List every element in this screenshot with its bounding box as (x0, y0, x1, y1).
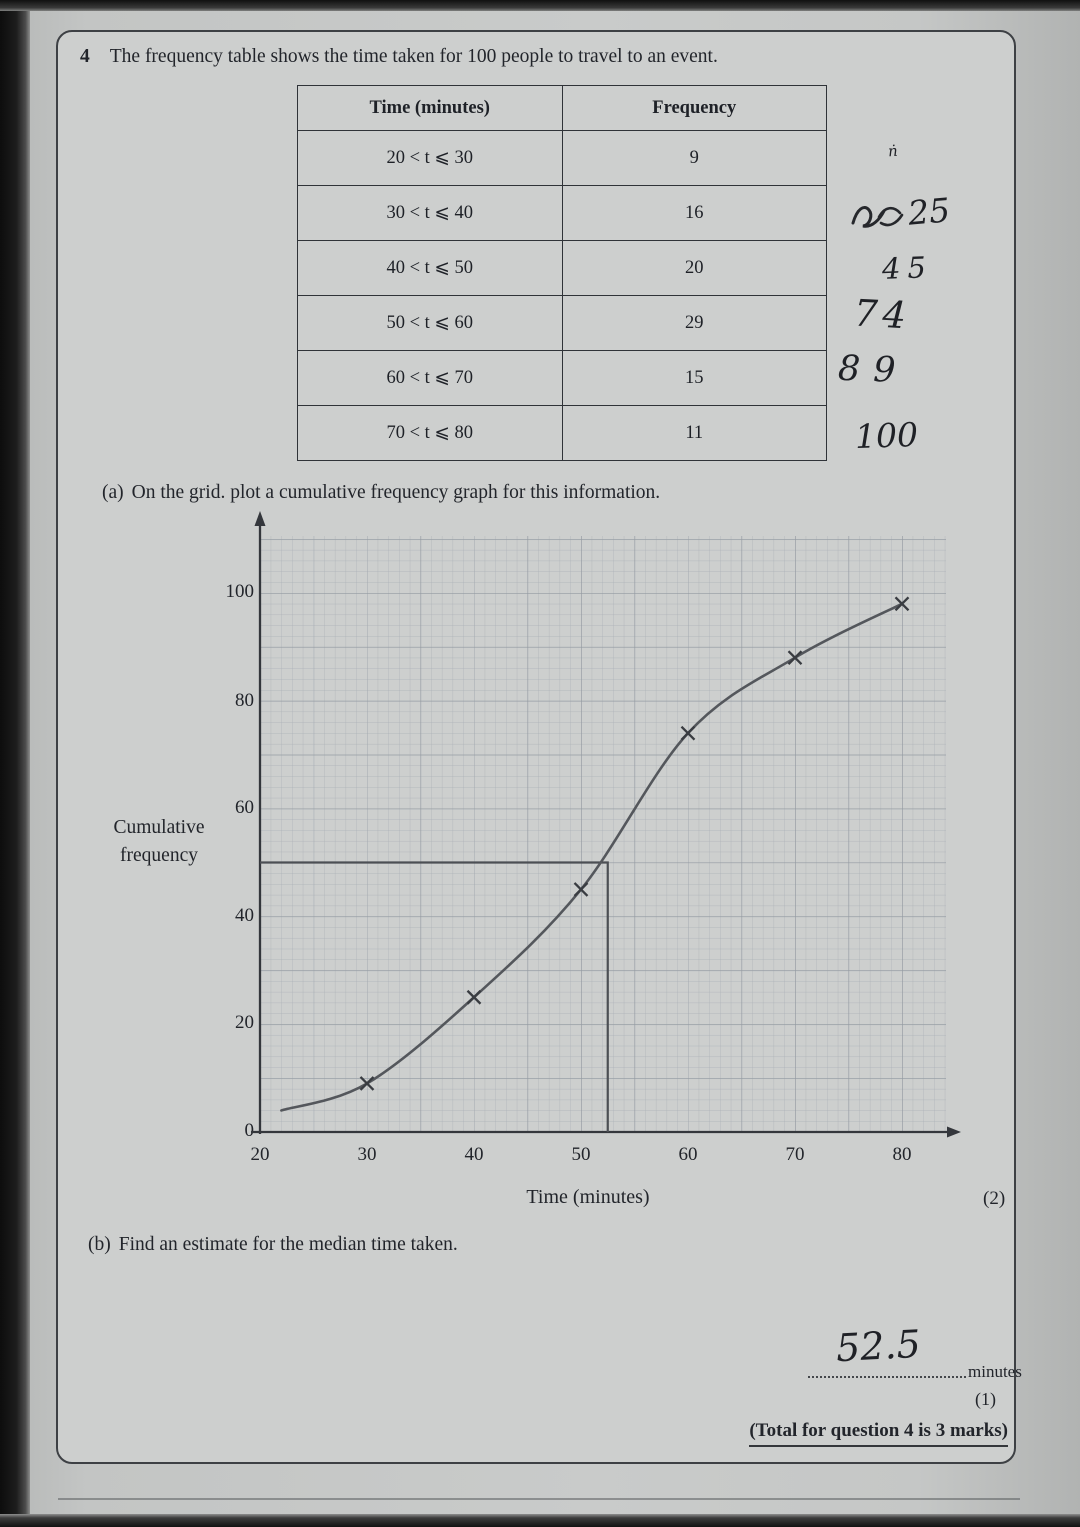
table-row (298, 296, 827, 351)
table-row (298, 351, 827, 406)
time-interval-cell: 30 < t ⩽ 40 (298, 186, 563, 241)
y-axis-title-line2: frequency (120, 845, 198, 867)
cumulative-frequency-chart (250, 508, 962, 1156)
y-tick-0: 0 (244, 1120, 254, 1141)
grid-major (260, 536, 946, 1132)
x-tick-60: 60 (678, 1144, 698, 1165)
frequency-cell: 9 (562, 131, 827, 186)
frequency-cell: 29 (562, 296, 827, 351)
time-interval-cell: 70 < t ⩽ 80 (298, 406, 563, 461)
frequency-cell: 15 (562, 351, 827, 406)
part-a-text: On the grid. plot a cumulative frequency graph for this information. (131, 482, 661, 503)
part-a-marks: (2) (983, 1188, 1006, 1209)
handwritten-cumulative-3: 74 (852, 291, 913, 338)
handwritten-cumulative-5: 100 (854, 414, 919, 457)
frequency-table (297, 85, 827, 461)
frequency-cell: 11 (562, 406, 827, 461)
answer-dotted-line (808, 1362, 966, 1378)
table-row (298, 406, 827, 461)
x-tick-30: 30 (357, 1144, 377, 1165)
y-axis-title-line1: Cumulative (113, 817, 205, 838)
y-tick-20: 20 (235, 1012, 254, 1033)
table-header-row (298, 86, 827, 131)
x-tick-70: 70 (785, 1144, 805, 1165)
handwritten-scribble-icon (850, 200, 904, 232)
x-tick-20: 20 (250, 1144, 270, 1165)
x-tick-80: 80 (892, 1144, 912, 1165)
header-frequency: Frequency (562, 86, 827, 131)
part-b-text: Find an estimate for the median time taken. (118, 1234, 458, 1255)
scan-edge-top (0, 0, 1080, 11)
time-interval-cell: 20 < t ⩽ 30 (298, 131, 563, 186)
handwritten-cumulative-1: 25 (906, 190, 952, 233)
y-tick-80: 80 (235, 690, 254, 711)
part-b-marks: (1) (975, 1389, 996, 1409)
handwritten-median-answer: 52.5 (834, 1321, 922, 1371)
answer-unit-label: minutes (968, 1362, 1022, 1381)
header-time: Time (minutes) (298, 86, 563, 131)
time-interval-cell: 60 < t ⩽ 70 (298, 351, 563, 406)
total-marks-line: (Total for question 4 is 3 marks) (749, 1420, 1008, 1447)
question-text: The frequency table shows the time taken for 100 people to travel to an event. (109, 46, 718, 67)
table-row (298, 131, 827, 186)
part-b-label: (b) (88, 1234, 111, 1255)
y-tick-60: 60 (235, 797, 254, 818)
question-4-box (56, 30, 1022, 1464)
table-row (298, 186, 827, 241)
question-header (80, 46, 718, 68)
part-b-instruction (88, 1234, 458, 1256)
x-axis-title: Time (minutes) (526, 1186, 650, 1208)
part-a-instruction (102, 482, 660, 504)
time-interval-cell: 50 < t ⩽ 60 (298, 296, 563, 351)
page-bottom-rule (58, 1498, 1020, 1500)
handwritten-cumulative-4: 89 (837, 348, 910, 392)
handwritten-cumulative-2: 45 (881, 250, 934, 286)
x-axis-arrow-icon (947, 1127, 961, 1138)
y-axis-arrow-icon (255, 511, 266, 526)
y-axis-title (94, 814, 224, 871)
frequency-cell: 20 (562, 241, 827, 296)
y-tick-40: 40 (235, 905, 254, 926)
time-interval-cell: 40 < t ⩽ 50 (298, 241, 563, 296)
table-row (298, 241, 827, 296)
frequency-cell: 16 (562, 186, 827, 241)
x-tick-50: 50 (571, 1144, 591, 1165)
scan-edge-left (0, 0, 30, 1527)
question-number: 4 (80, 46, 90, 67)
x-tick-40: 40 (464, 1144, 484, 1165)
y-tick-100: 100 (225, 581, 254, 602)
part-a-label: (a) (102, 482, 124, 503)
handwritten-margin-mark: ṅ (887, 141, 899, 161)
scan-edge-bottom (0, 1514, 1080, 1527)
